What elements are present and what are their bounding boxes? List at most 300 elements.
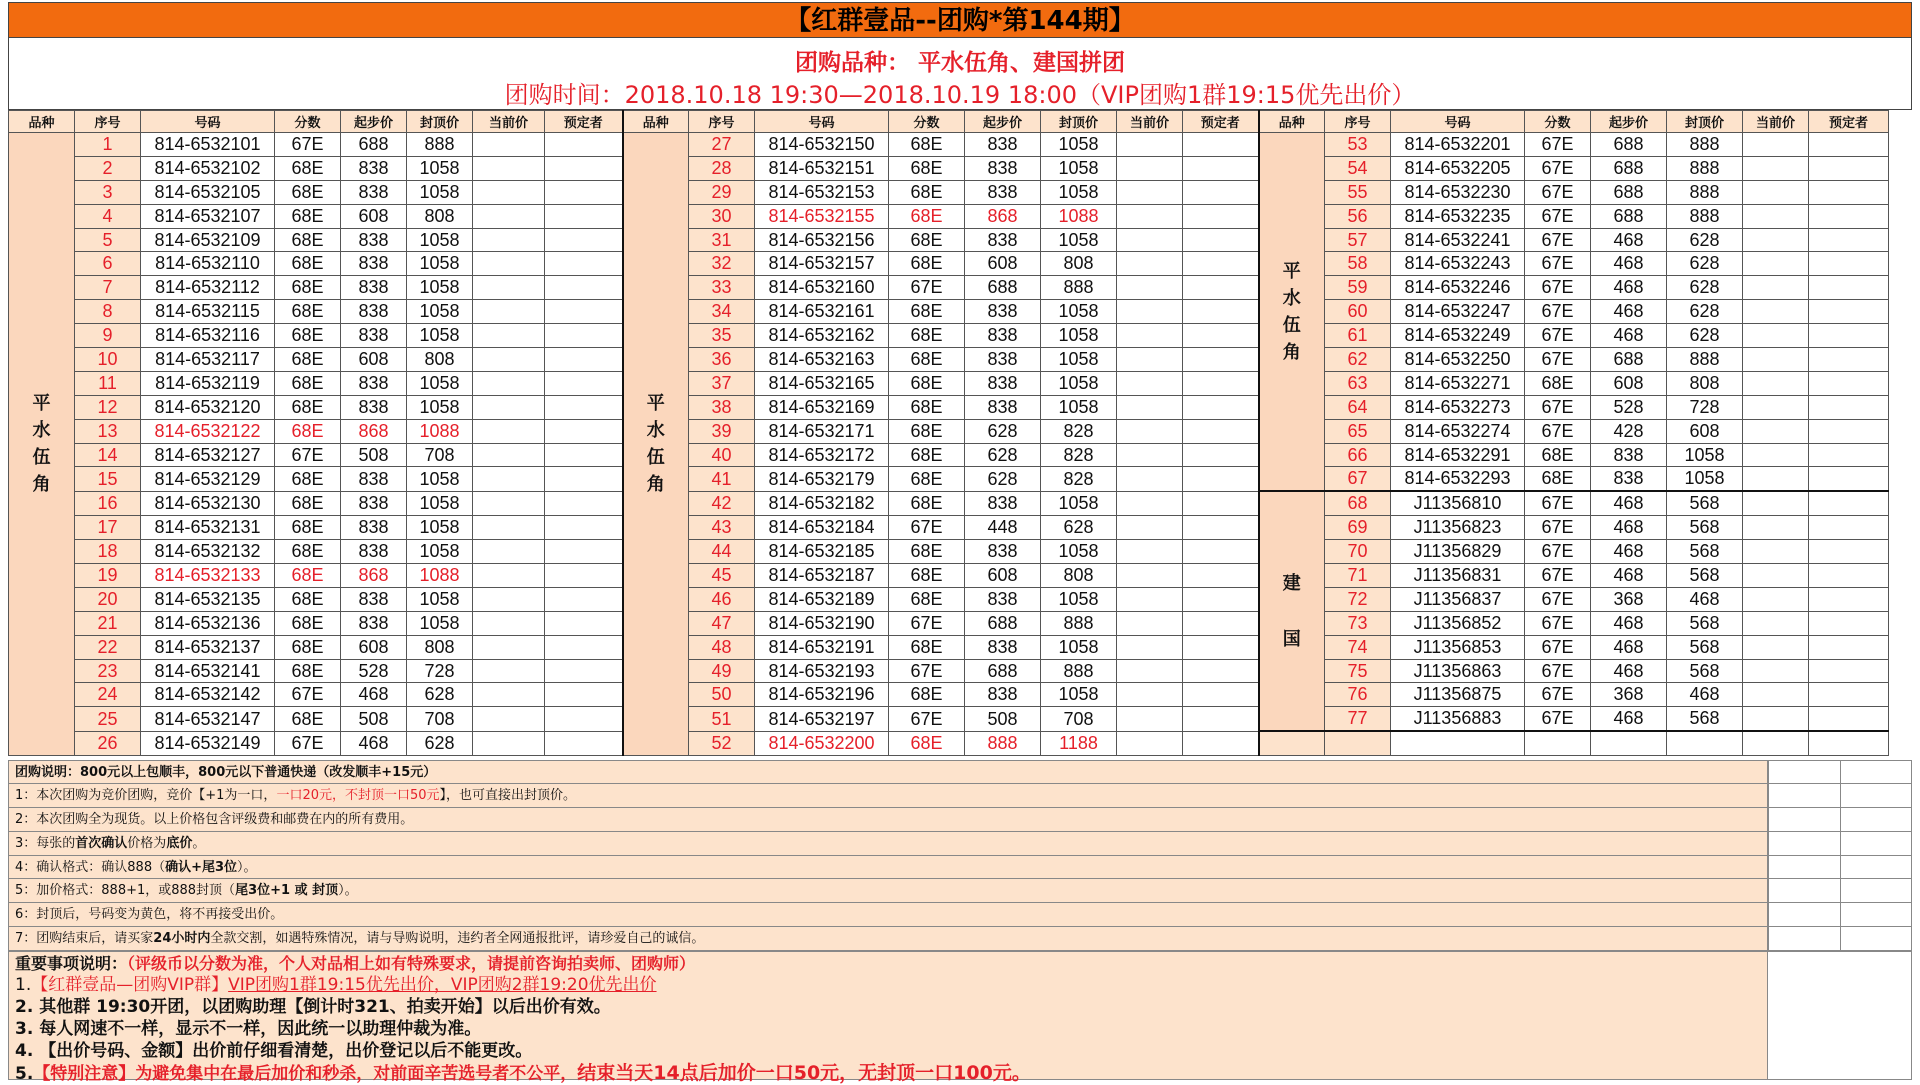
reserver-cell	[1183, 683, 1259, 707]
data-cell: 814-6532161	[755, 300, 889, 324]
current-price-cell	[1743, 419, 1809, 443]
reserver-cell	[1809, 707, 1889, 731]
current-price-cell	[1117, 180, 1183, 204]
variety-cell: 建国	[1259, 491, 1325, 731]
data-cell: 688	[965, 276, 1041, 300]
current-price-cell	[473, 540, 545, 564]
empty-cell	[1809, 731, 1889, 755]
column-header: 起步价	[341, 111, 407, 133]
data-cell: 68E	[275, 324, 341, 348]
reserver-cell	[545, 395, 623, 419]
seq-cell: 14	[75, 443, 141, 467]
data-cell: 468	[1591, 228, 1667, 252]
data-cell: 568	[1667, 540, 1743, 564]
data-cell: J11356853	[1391, 635, 1525, 659]
data-cell: J11356810	[1391, 491, 1525, 515]
seq-cell: 20	[75, 587, 141, 611]
data-cell: 888	[1667, 156, 1743, 180]
reserver-cell	[1809, 683, 1889, 707]
data-cell: 468	[1591, 564, 1667, 588]
data-cell: 808	[407, 635, 473, 659]
seq-cell: 19	[75, 564, 141, 588]
seq-cell: 55	[1325, 180, 1391, 204]
data-cell: 814-6532191	[755, 635, 889, 659]
data-cell: 68E	[275, 587, 341, 611]
reserver-cell	[1183, 419, 1259, 443]
data-cell: 814-6532147	[141, 707, 275, 731]
data-cell: 888	[1667, 180, 1743, 204]
data-cell: 814-6532293	[1391, 467, 1525, 491]
seq-cell: 6	[75, 252, 141, 276]
data-cell: 1088	[407, 564, 473, 588]
column-header: 预定者	[545, 111, 623, 133]
table-row	[9, 516, 1889, 540]
data-cell: 628	[1667, 276, 1743, 300]
data-cell: 1088	[1041, 204, 1117, 228]
current-price-cell	[473, 395, 545, 419]
column-header: 预定者	[1183, 111, 1259, 133]
data-cell: 628	[1667, 324, 1743, 348]
seq-cell: 52	[689, 731, 755, 755]
data-cell: 708	[407, 707, 473, 731]
seq-cell: 13	[75, 419, 141, 443]
data-cell: 1058	[1041, 300, 1117, 324]
data-cell: 508	[341, 707, 407, 731]
seq-cell: 70	[1325, 540, 1391, 564]
column-header: 序号	[75, 111, 141, 133]
column-header: 封顶价	[1041, 111, 1117, 133]
data-cell: 814-6532110	[141, 252, 275, 276]
current-price-cell	[473, 300, 545, 324]
current-price-cell	[1117, 228, 1183, 252]
reserver-cell	[1183, 491, 1259, 515]
data-cell: 68E	[889, 156, 965, 180]
current-price-cell	[473, 635, 545, 659]
data-cell: 814-6532153	[755, 180, 889, 204]
current-price-cell	[1743, 635, 1809, 659]
page-title: 【红群壹品--团购*第144期】	[8, 2, 1912, 38]
current-price-cell	[473, 587, 545, 611]
seq-cell: 66	[1325, 443, 1391, 467]
data-cell: 688	[1591, 348, 1667, 372]
data-cell: 68E	[1525, 371, 1591, 395]
data-cell: 68E	[275, 707, 341, 731]
seq-cell: 74	[1325, 635, 1391, 659]
seq-cell: 60	[1325, 300, 1391, 324]
data-cell: 67E	[1525, 491, 1591, 515]
data-cell: 68E	[1525, 467, 1591, 491]
reserver-cell	[1183, 204, 1259, 228]
variety-cell: 平水伍角	[9, 133, 75, 756]
data-cell: 838	[341, 467, 407, 491]
seq-cell: 39	[689, 419, 755, 443]
data-cell: 628	[1041, 516, 1117, 540]
data-cell: 68E	[275, 300, 341, 324]
current-price-cell	[1743, 252, 1809, 276]
reserver-cell	[1809, 540, 1889, 564]
empty-cell	[1743, 731, 1809, 755]
data-cell: 628	[1667, 252, 1743, 276]
data-cell: 888	[1667, 204, 1743, 228]
current-price-cell	[1743, 371, 1809, 395]
data-cell: 838	[965, 348, 1041, 372]
data-cell: 68E	[275, 564, 341, 588]
current-price-cell	[1743, 467, 1809, 491]
seq-cell: 65	[1325, 419, 1391, 443]
seq-cell: 51	[689, 707, 755, 731]
data-cell: 1058	[407, 491, 473, 515]
data-cell: 728	[407, 659, 473, 683]
table-row	[9, 443, 1889, 467]
current-price-cell	[1117, 659, 1183, 683]
data-cell: J11356837	[1391, 587, 1525, 611]
data-cell: 468	[1667, 587, 1743, 611]
seq-cell: 28	[689, 156, 755, 180]
seq-cell: 10	[75, 348, 141, 372]
data-cell: 838	[965, 371, 1041, 395]
data-cell: 67E	[1525, 587, 1591, 611]
reserver-cell	[545, 659, 623, 683]
data-cell: 67E	[889, 276, 965, 300]
data-cell: 468	[1591, 635, 1667, 659]
data-cell: 68E	[889, 540, 965, 564]
data-cell: 68E	[889, 635, 965, 659]
data-cell: 838	[341, 324, 407, 348]
important-notes	[8, 951, 1768, 1084]
seq-cell: 50	[689, 683, 755, 707]
data-cell: 1058	[407, 587, 473, 611]
table-row	[9, 204, 1889, 228]
data-cell: 838	[341, 276, 407, 300]
seq-cell: 15	[75, 467, 141, 491]
data-cell: 838	[965, 324, 1041, 348]
data-cell: 808	[407, 204, 473, 228]
data-cell: 67E	[1525, 180, 1591, 204]
table-row	[9, 683, 1889, 707]
data-cell: 468	[341, 731, 407, 755]
current-price-cell	[473, 228, 545, 252]
table-row	[9, 564, 1889, 588]
data-cell: 468	[1591, 659, 1667, 683]
data-cell: 688	[1591, 204, 1667, 228]
data-cell: 838	[341, 491, 407, 515]
data-cell: 68E	[275, 419, 341, 443]
data-cell: 814-6532107	[141, 204, 275, 228]
data-cell: 1058	[1667, 467, 1743, 491]
data-cell: 838	[965, 228, 1041, 252]
current-price-cell	[473, 324, 545, 348]
data-cell: 67E	[889, 659, 965, 683]
data-cell: 67E	[275, 731, 341, 755]
data-cell: 1058	[1041, 133, 1117, 157]
spreadsheet	[8, 0, 1912, 1084]
important-heading: 重要事项说明：（评级币以分数为准，个人对品相上如有特殊要求，请提前咨询拍卖师、团购师）	[15, 954, 696, 973]
data-cell: 888	[1041, 659, 1117, 683]
current-price-cell	[473, 156, 545, 180]
data-cell: 838	[341, 371, 407, 395]
seq-cell: 56	[1325, 204, 1391, 228]
data-cell: 468	[1591, 276, 1667, 300]
data-cell: 1058	[1041, 228, 1117, 252]
data-cell: 68E	[889, 252, 965, 276]
reserver-cell	[1809, 635, 1889, 659]
data-cell: 1058	[1041, 156, 1117, 180]
data-cell: 1058	[1041, 491, 1117, 515]
current-price-cell	[1743, 348, 1809, 372]
reserver-cell	[545, 635, 623, 659]
data-cell: 814-6532142	[141, 683, 275, 707]
empty-cell	[1667, 731, 1743, 755]
table-row	[9, 540, 1889, 564]
column-header: 号码	[755, 111, 889, 133]
current-price-cell	[473, 564, 545, 588]
data-cell: 838	[965, 540, 1041, 564]
seq-cell: 46	[689, 587, 755, 611]
data-cell: 1088	[407, 419, 473, 443]
data-cell: 838	[1591, 443, 1667, 467]
data-cell: 68E	[275, 228, 341, 252]
current-price-cell	[1117, 683, 1183, 707]
seq-cell: 76	[1325, 683, 1391, 707]
reserver-cell	[1183, 707, 1259, 731]
reserver-cell	[1183, 540, 1259, 564]
data-cell: 814-6532155	[755, 204, 889, 228]
reserver-cell	[1809, 443, 1889, 467]
data-cell: 814-6532172	[755, 443, 889, 467]
data-cell: 814-6532187	[755, 564, 889, 588]
reserver-cell	[545, 133, 623, 157]
data-cell: 814-6532200	[755, 731, 889, 755]
data-cell: 68E	[275, 252, 341, 276]
table-row	[9, 324, 1889, 348]
data-cell: 68E	[275, 659, 341, 683]
data-cell: 468	[1591, 252, 1667, 276]
reserver-cell	[1809, 300, 1889, 324]
current-price-cell	[473, 516, 545, 540]
seq-cell: 42	[689, 491, 755, 515]
data-cell: 608	[1667, 419, 1743, 443]
data-cell: 68E	[889, 491, 965, 515]
data-cell: 428	[1591, 419, 1667, 443]
current-price-cell	[1743, 395, 1809, 419]
current-price-cell	[1743, 491, 1809, 515]
reserver-cell	[1183, 587, 1259, 611]
data-cell: 1058	[407, 228, 473, 252]
data-cell: 814-6532160	[755, 276, 889, 300]
data-cell: 608	[341, 348, 407, 372]
data-cell: 814-6532122	[141, 419, 275, 443]
data-cell: 814-6532156	[755, 228, 889, 252]
current-price-cell	[1743, 683, 1809, 707]
data-cell: 68E	[889, 204, 965, 228]
data-cell: 608	[965, 564, 1041, 588]
data-cell: 814-6532271	[1391, 371, 1525, 395]
data-cell: J11356875	[1391, 683, 1525, 707]
reserver-cell	[1183, 443, 1259, 467]
column-header: 品种	[623, 111, 689, 133]
current-price-cell	[1743, 228, 1809, 252]
seq-cell: 22	[75, 635, 141, 659]
table-row	[9, 276, 1889, 300]
data-cell: 814-6532131	[141, 516, 275, 540]
reserver-cell	[1183, 467, 1259, 491]
seq-cell: 62	[1325, 348, 1391, 372]
data-cell: 608	[965, 252, 1041, 276]
data-cell: 68E	[275, 348, 341, 372]
reserver-cell	[1183, 731, 1259, 755]
current-price-cell	[1743, 156, 1809, 180]
data-cell: 568	[1667, 564, 1743, 588]
data-cell: 814-6532201	[1391, 133, 1525, 157]
data-cell: 67E	[1525, 707, 1591, 731]
data-cell: 368	[1591, 587, 1667, 611]
data-cell: 1058	[1041, 683, 1117, 707]
data-cell: 814-6532291	[1391, 443, 1525, 467]
data-cell: 368	[1591, 683, 1667, 707]
data-cell: 808	[1667, 371, 1743, 395]
column-header: 序号	[1325, 111, 1391, 133]
current-price-cell	[1117, 611, 1183, 635]
data-cell: 468	[341, 683, 407, 707]
seq-cell: 32	[689, 252, 755, 276]
current-price-cell	[1117, 276, 1183, 300]
data-cell: 814-6532165	[755, 371, 889, 395]
data-cell: J11356829	[1391, 540, 1525, 564]
reserver-cell	[1183, 564, 1259, 588]
note-1: 1：本次团购为竞价团购，竞价【+1为一口，一口20元，不封顶一口50元】，也可直接出封顶价。	[8, 784, 1768, 808]
seq-cell: 54	[1325, 156, 1391, 180]
data-cell: 814-6532162	[755, 324, 889, 348]
current-price-cell	[1743, 564, 1809, 588]
data-cell: 468	[1591, 611, 1667, 635]
data-cell: 838	[965, 635, 1041, 659]
seq-cell: 48	[689, 635, 755, 659]
seq-cell: 30	[689, 204, 755, 228]
seq-cell: 61	[1325, 324, 1391, 348]
data-cell: 67E	[1525, 156, 1591, 180]
data-cell: 1058	[407, 540, 473, 564]
seq-cell: 35	[689, 324, 755, 348]
data-cell: 838	[1591, 467, 1667, 491]
data-cell: 568	[1667, 516, 1743, 540]
data-cell: 628	[965, 467, 1041, 491]
reserver-cell	[1183, 180, 1259, 204]
seq-cell: 73	[1325, 611, 1391, 635]
reserver-cell	[1809, 516, 1889, 540]
column-header: 品种	[9, 111, 75, 133]
data-cell: 814-6532196	[755, 683, 889, 707]
data-cell: 814-6532133	[141, 564, 275, 588]
data-cell: 68E	[275, 156, 341, 180]
data-cell: 814-6532189	[755, 587, 889, 611]
current-price-cell	[1117, 731, 1183, 755]
data-cell: 67E	[275, 443, 341, 467]
seq-cell: 71	[1325, 564, 1391, 588]
data-cell: 1058	[407, 611, 473, 635]
data-cell: 67E	[1525, 204, 1591, 228]
data-cell: 814-6532112	[141, 276, 275, 300]
data-cell: 814-6532151	[755, 156, 889, 180]
reserver-cell	[1183, 635, 1259, 659]
data-cell: 728	[1667, 395, 1743, 419]
data-cell: 67E	[889, 707, 965, 731]
data-cell: 838	[965, 133, 1041, 157]
data-cell: 1058	[1041, 587, 1117, 611]
current-price-cell	[1743, 611, 1809, 635]
data-cell: 68E	[275, 467, 341, 491]
reserver-cell	[1809, 395, 1889, 419]
empty-cell	[1525, 731, 1591, 755]
note-2: 2：本次团购全为现货。以上价格包含评级费和邮费在内的所有费用。	[8, 808, 1768, 832]
data-cell: 528	[1591, 395, 1667, 419]
data-cell: 68E	[275, 395, 341, 419]
note-4: 4：确认格式：确认888（确认+尾3位）。	[8, 856, 1768, 880]
reserver-cell	[545, 252, 623, 276]
data-cell: 628	[965, 419, 1041, 443]
data-cell: 814-6532193	[755, 659, 889, 683]
data-cell: 814-6532105	[141, 180, 275, 204]
data-cell: 814-6532116	[141, 324, 275, 348]
column-header: 起步价	[965, 111, 1041, 133]
data-cell: J11356863	[1391, 659, 1525, 683]
table-row	[9, 156, 1889, 180]
current-price-cell	[473, 491, 545, 515]
reserver-cell	[1183, 611, 1259, 635]
reserver-cell	[1809, 156, 1889, 180]
variety-cell: 平水伍角	[1259, 133, 1325, 492]
notes-right-cells	[1768, 760, 1912, 951]
reserver-cell	[1809, 587, 1889, 611]
seq-cell: 38	[689, 395, 755, 419]
table-row	[9, 707, 1889, 731]
data-cell: 67E	[1525, 300, 1591, 324]
current-price-cell	[1117, 443, 1183, 467]
reserver-cell	[1809, 491, 1889, 515]
variety-line: 团购品种： 平水伍角、建国拼团	[794, 50, 1125, 76]
seq-cell: 18	[75, 540, 141, 564]
data-cell: 67E	[1525, 516, 1591, 540]
current-price-cell	[473, 419, 545, 443]
important-5: 5.【特别注意】为避免集中在最后加价和秒杀，对前面辛苦选号者不公平，结束当天14点后加价一口50元，无封顶一口100元。	[15, 1062, 1031, 1084]
note-3: 3：每张的首次确认价格为底价。	[8, 832, 1768, 856]
reserver-cell	[545, 276, 623, 300]
data-cell: 67E	[1525, 133, 1591, 157]
column-header: 封顶价	[407, 111, 473, 133]
data-cell: 67E	[1525, 395, 1591, 419]
data-cell: 68E	[889, 419, 965, 443]
data-cell: 1058	[407, 395, 473, 419]
data-cell: 814-6532246	[1391, 276, 1525, 300]
current-price-cell	[473, 731, 545, 755]
table-row	[9, 611, 1889, 635]
data-cell: 67E	[1525, 228, 1591, 252]
seq-cell: 21	[75, 611, 141, 635]
current-price-cell	[1117, 707, 1183, 731]
reserver-cell	[545, 611, 623, 635]
current-price-cell	[473, 659, 545, 683]
reserver-cell	[545, 204, 623, 228]
reserver-cell	[1809, 276, 1889, 300]
data-cell: 1058	[1041, 348, 1117, 372]
seq-cell: 58	[1325, 252, 1391, 276]
data-cell: 814-6532163	[755, 348, 889, 372]
data-cell: 68E	[889, 731, 965, 755]
data-cell: 628	[965, 443, 1041, 467]
current-price-cell	[473, 443, 545, 467]
column-header: 分数	[1525, 111, 1591, 133]
data-cell: 568	[1667, 635, 1743, 659]
data-cell: 67E	[889, 516, 965, 540]
